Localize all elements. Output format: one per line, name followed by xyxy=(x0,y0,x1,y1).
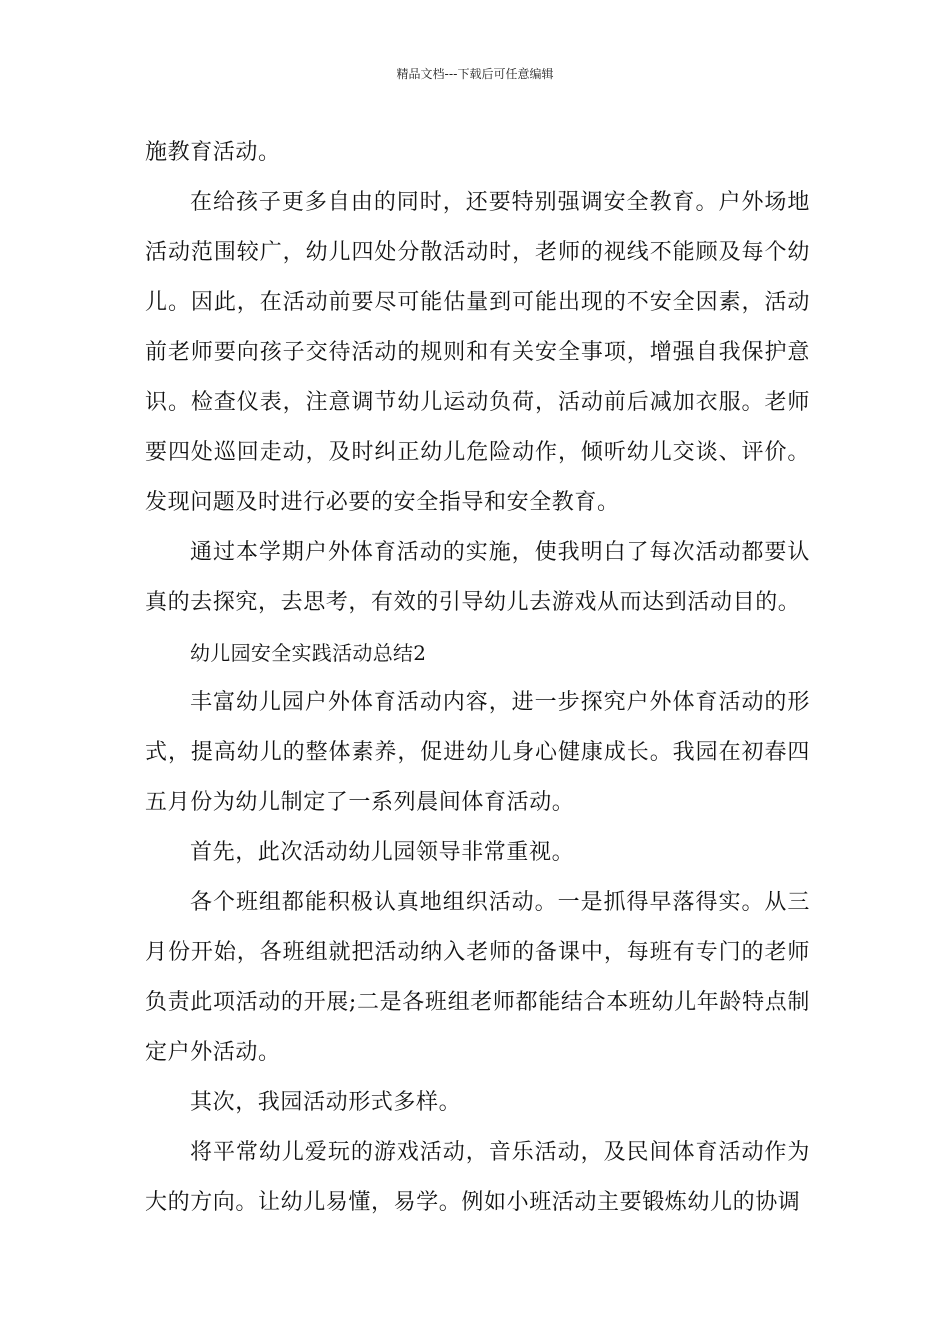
paragraph-1: 施教育活动。 xyxy=(145,140,281,165)
paragraph-6: 各个班组都能积极认真地组织活动。一是抓得早落得实。从三月份开始，各班组就把活动纳入老师的备课中，每班有专门的老师负责此项活动的开展;二是各班组老师都能结合本班幼儿年龄特点制定户外活动。 xyxy=(145,890,810,1065)
paragraph-4: 丰富幼儿园户外体育活动内容，进一步探究户外体育活动的形式，提高幼儿的整体素养，促进幼儿身心健康成长。我园在初春四五月份为幼儿制定了一系列晨间体育活动。 xyxy=(145,690,810,815)
paragraph-3: 通过本学期户外体育活动的实施，使我明白了每次活动都要认真的去探究，去思考，有效的引导幼儿去游戏从而达到活动目的。 xyxy=(145,540,810,615)
paragraph-5: 首先，此次活动幼儿园领导非常重视。 xyxy=(190,840,575,865)
document-body xyxy=(145,128,810,1228)
paragraph-2: 在给孩子更多自由的同时，还要特别强调安全教育。户外场地活动范围较广，幼儿四处分散活动时，老师的视线不能顾及每个幼儿。因此，在活动前要尽可能估量到可能出现的不安全因素，活动前老师要向孩子交待活动的规则和有关安全事项，增强自我保护意识。检查仪表，注意调节幼儿运动负荷，活动前后减加衣服。老师要四处巡回走动，及时纠正幼儿危险动作，倾听幼儿交谈、评价。发现问题及时进行必要的安全指导和安全教育。 xyxy=(145,190,810,515)
section-heading: 幼儿园安全实践活动总结2 xyxy=(190,641,427,665)
page-header: 精品文档---下载后可任意编辑 xyxy=(396,67,554,81)
paragraph-7: 其次，我园活动形式多样。 xyxy=(190,1090,462,1115)
paragraph-8: 将平常幼儿爱玩的游戏活动，音乐活动，及民间体育活动作为大的方向。让幼儿易懂，易学。例如小班活动主要锻炼幼儿的协调 xyxy=(145,1140,810,1215)
